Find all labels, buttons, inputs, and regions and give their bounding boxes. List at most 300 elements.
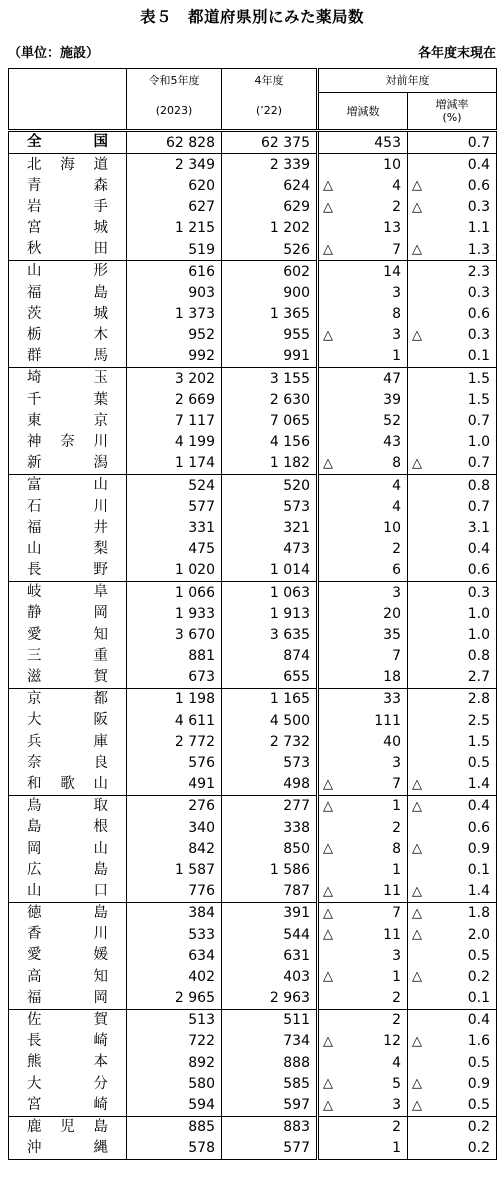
prefecture-name: 広島 — [9, 859, 127, 880]
count-r5: 276 — [127, 795, 222, 817]
table-row — [9, 881, 497, 903]
rate-negative-mark: △ — [408, 924, 422, 945]
diff-value: 3 — [392, 284, 401, 301]
prefecture-name: 群馬 — [9, 346, 127, 368]
rate-negative-mark — [408, 261, 422, 283]
count-r4: 577 — [222, 1138, 318, 1160]
count-r5: 578 — [127, 1138, 222, 1160]
count-r5: 513 — [127, 1009, 222, 1031]
diff-negative-mark: △ — [318, 838, 332, 859]
rate-negative-mark: △ — [408, 325, 422, 346]
rate-value: 0.4 — [422, 154, 497, 176]
count-r5: 62 828 — [127, 131, 222, 154]
count-r4: 573 — [222, 496, 318, 517]
count-r5: 842 — [127, 838, 222, 859]
table-row — [9, 475, 497, 497]
prefecture-name: 埼玉 — [9, 368, 127, 390]
count-r5: 634 — [127, 945, 222, 966]
rate-negative-mark — [408, 346, 422, 368]
diff-value: 14 — [332, 261, 408, 283]
count-r5: 627 — [127, 197, 222, 218]
diff-value: 5 — [392, 1075, 401, 1092]
rate-negative-mark — [408, 432, 422, 453]
rate-value: 2.8 — [422, 688, 497, 710]
count-r5: 580 — [127, 1073, 222, 1094]
count-r4: 900 — [222, 282, 318, 303]
count-r4: 2 339 — [222, 154, 318, 176]
table-row — [9, 838, 497, 859]
prefecture-name: 福島 — [9, 282, 127, 303]
rate-value: 1.5 — [422, 389, 497, 410]
count-r4: 498 — [222, 774, 318, 796]
rate-negative-mark — [408, 817, 422, 838]
table-row — [9, 667, 497, 689]
table-row — [9, 1138, 497, 1160]
diff-negative-mark — [318, 988, 332, 1010]
rate-value: 0.2 — [422, 966, 497, 987]
diff-value: 6 — [392, 562, 401, 579]
count-r4: 520 — [222, 475, 318, 497]
rate-value: 1.6 — [422, 1031, 497, 1052]
diff-negative-mark — [318, 131, 332, 154]
diff-negative-mark: △ — [318, 239, 332, 261]
diff-negative-mark — [318, 517, 332, 538]
count-r4: 573 — [222, 752, 318, 773]
diff-negative-mark — [318, 688, 332, 710]
table-body — [9, 131, 497, 1160]
table-row — [9, 453, 497, 475]
prefecture-name: 岐阜 — [9, 581, 127, 603]
count-r4: 62 375 — [222, 131, 318, 154]
rate-negative-mark: △ — [408, 774, 422, 796]
rate-value: 0.7 — [422, 496, 497, 517]
prefecture-name: 和歌山 — [9, 774, 127, 796]
diff-value: 7 — [332, 902, 408, 924]
count-r4: 655 — [222, 667, 318, 689]
count-r4: 883 — [222, 1116, 318, 1138]
diff-negative-mark — [318, 282, 332, 303]
diff-negative-mark — [318, 710, 332, 731]
diff-negative-mark: △ — [318, 1031, 332, 1052]
diff-value: 43 — [383, 434, 401, 451]
diff-negative-mark — [318, 154, 332, 176]
diff-value: 2 — [392, 541, 401, 558]
diff-negative-mark: △ — [318, 453, 332, 475]
count-r5: 881 — [127, 646, 222, 667]
count-r5: 331 — [127, 517, 222, 538]
count-r4: 338 — [222, 817, 318, 838]
count-r4: 1 202 — [222, 218, 318, 239]
prefecture-name: 長野 — [9, 560, 127, 582]
table-row — [9, 282, 497, 303]
rate-value: 3.1 — [422, 517, 497, 538]
rate-negative-mark — [408, 1052, 422, 1073]
table-row — [9, 154, 497, 176]
count-r5: 519 — [127, 239, 222, 261]
rate-negative-mark: △ — [408, 838, 422, 859]
count-r4: 277 — [222, 795, 318, 817]
table-row — [9, 1094, 497, 1116]
rate-value: 1.4 — [422, 774, 497, 796]
count-r5: 673 — [127, 667, 222, 689]
prefecture-name: 山梨 — [9, 539, 127, 560]
prefecture-name: 東京 — [9, 410, 127, 431]
table-row — [9, 218, 497, 239]
table-row — [9, 496, 497, 517]
diff-value: 8 — [392, 306, 401, 323]
prefecture-name: 山口 — [9, 881, 127, 903]
count-r4: 602 — [222, 261, 318, 283]
rate-value: 0.6 — [422, 175, 497, 196]
diff-negative-mark — [318, 346, 332, 368]
table-row — [9, 988, 497, 1010]
table-row — [9, 1031, 497, 1052]
diff-negative-mark — [318, 539, 332, 560]
count-r5: 384 — [127, 902, 222, 924]
diff-value: 7 — [392, 648, 401, 665]
table-row — [9, 539, 497, 560]
prefecture-name: 大阪 — [9, 710, 127, 731]
diff-value: 12 — [383, 1033, 401, 1050]
table-row — [9, 581, 497, 603]
table-row — [9, 560, 497, 582]
table-row — [9, 924, 497, 945]
prefecture-name: 長崎 — [9, 1031, 127, 1052]
diff-negative-mark — [318, 261, 332, 283]
count-r4: 391 — [222, 902, 318, 924]
diff-value: 40 — [383, 733, 401, 750]
prefecture-name: 新潟 — [9, 453, 127, 475]
table-row — [9, 432, 497, 453]
rate-negative-mark: △ — [408, 902, 422, 924]
count-r5: 577 — [127, 496, 222, 517]
rate-value: 0.5 — [422, 1052, 497, 1073]
count-r5: 594 — [127, 1094, 222, 1116]
prefecture-name: 三重 — [9, 646, 127, 667]
count-r4: 1 063 — [222, 581, 318, 603]
prefecture-name: 石川 — [9, 496, 127, 517]
diff-value: 1 — [332, 1138, 408, 1160]
table-row — [9, 517, 497, 538]
table-row — [9, 688, 497, 710]
diff-value: 4 — [392, 177, 401, 194]
table-row — [9, 410, 497, 431]
diff-value: 3 — [392, 947, 401, 964]
count-r5: 903 — [127, 282, 222, 303]
rate-negative-mark — [408, 475, 422, 497]
count-r5: 2 965 — [127, 988, 222, 1010]
header-r4: 4年度 — [222, 69, 318, 93]
prefecture-name: 山形 — [9, 261, 127, 283]
diff-value: 20 — [383, 605, 401, 622]
prefecture-name: 秋田 — [9, 239, 127, 261]
table-row — [9, 603, 497, 624]
diff-value: 52 — [383, 413, 401, 430]
rate-negative-mark — [408, 218, 422, 239]
count-r5: 533 — [127, 924, 222, 945]
header-rate — [408, 93, 497, 131]
diff-negative-mark: △ — [318, 1094, 332, 1116]
diff-value: 13 — [383, 220, 401, 237]
rate-value: 0.6 — [422, 817, 497, 838]
header-rate-label: 増減率 — [435, 98, 469, 111]
diff-value: 35 — [383, 626, 401, 643]
diff-value: 3 — [392, 1097, 401, 1114]
count-r5: 1 174 — [127, 453, 222, 475]
rate-negative-mark — [408, 131, 422, 154]
diff-negative-mark — [318, 817, 332, 838]
prefecture-name: 北海道 — [9, 154, 127, 176]
count-r5: 524 — [127, 475, 222, 497]
count-r5: 491 — [127, 774, 222, 796]
table-row — [9, 902, 497, 924]
rate-value: 0.8 — [422, 475, 497, 497]
diff-value: 18 — [383, 669, 401, 686]
rate-value: 2.7 — [422, 667, 497, 689]
count-r5: 1 933 — [127, 603, 222, 624]
rate-value: 1.0 — [422, 603, 497, 624]
diff-negative-mark: △ — [318, 197, 332, 218]
rate-negative-mark — [408, 282, 422, 303]
prefecture-name: 栃木 — [9, 325, 127, 346]
rate-value: 0.1 — [422, 859, 497, 880]
prefecture-name: 愛知 — [9, 624, 127, 645]
count-r4: 991 — [222, 346, 318, 368]
rate-value: 1.5 — [422, 368, 497, 390]
header-prefecture-cell — [9, 69, 127, 131]
rate-value: 1.8 — [422, 902, 497, 924]
rate-negative-mark — [408, 624, 422, 645]
prefecture-name: 全 国 — [9, 131, 127, 154]
rate-negative-mark — [408, 410, 422, 431]
table-title: 表５ 都道府県別にみた薬局数 — [139, 8, 364, 26]
diff-value: 11 — [383, 883, 401, 900]
rate-negative-mark — [408, 667, 422, 689]
diff-value: 111 — [374, 712, 401, 729]
diff-value: 47 — [332, 368, 408, 390]
rate-value: 0.6 — [422, 304, 497, 325]
count-r4: 2 630 — [222, 389, 318, 410]
table-row — [9, 325, 497, 346]
rate-value: 0.7 — [422, 453, 497, 475]
count-r5: 475 — [127, 539, 222, 560]
diff-value: 33 — [332, 688, 408, 710]
diff-negative-mark — [318, 646, 332, 667]
rate-value: 1.4 — [422, 881, 497, 903]
count-r5: 2 772 — [127, 731, 222, 752]
rate-value: 0.9 — [422, 838, 497, 859]
rate-negative-mark: △ — [408, 1094, 422, 1116]
prefecture-name: 大分 — [9, 1073, 127, 1094]
rate-value: 0.6 — [422, 560, 497, 582]
rate-negative-mark — [408, 517, 422, 538]
table-row — [9, 752, 497, 773]
diff-negative-mark: △ — [318, 325, 332, 346]
diff-negative-mark: △ — [318, 924, 332, 945]
count-r4: 526 — [222, 239, 318, 261]
diff-negative-mark — [318, 1138, 332, 1160]
count-r4: 1 014 — [222, 560, 318, 582]
rate-negative-mark: △ — [408, 453, 422, 475]
diff-negative-mark: △ — [318, 902, 332, 924]
rate-value: 0.3 — [422, 282, 497, 303]
rate-negative-mark — [408, 581, 422, 603]
diff-value: 2 — [332, 1009, 408, 1031]
rate-negative-mark: △ — [408, 1031, 422, 1052]
diff-value: 4 — [332, 475, 408, 497]
count-r5: 1 587 — [127, 859, 222, 880]
header-r4-year: (’22) — [222, 93, 318, 131]
prefecture-name: 島根 — [9, 817, 127, 838]
count-r4: 850 — [222, 838, 318, 859]
rate-value: 0.5 — [422, 1094, 497, 1116]
diff-negative-mark — [318, 945, 332, 966]
rate-negative-mark — [408, 539, 422, 560]
diff-value: 3 — [392, 755, 401, 772]
prefecture-name: 京都 — [9, 688, 127, 710]
table-row — [9, 1116, 497, 1138]
count-r5: 1 215 — [127, 218, 222, 239]
prefecture-name: 茨城 — [9, 304, 127, 325]
prefecture-name: 滋賀 — [9, 667, 127, 689]
count-r4: 2 963 — [222, 988, 318, 1010]
diff-negative-mark — [318, 410, 332, 431]
prefecture-name: 香川 — [9, 924, 127, 945]
rate-negative-mark — [408, 1116, 422, 1138]
table-row — [9, 646, 497, 667]
diff-negative-mark — [318, 432, 332, 453]
rate-value: 0.1 — [422, 988, 497, 1010]
count-r4: 734 — [222, 1031, 318, 1052]
rate-value: 2.3 — [422, 261, 497, 283]
rate-value: 1.5 — [422, 731, 497, 752]
count-r4: 4 156 — [222, 432, 318, 453]
rate-value: 0.1 — [422, 346, 497, 368]
prefecture-name: 鹿児島 — [9, 1116, 127, 1138]
pharmacy-count-table — [8, 68, 497, 1160]
prefecture-name: 岡山 — [9, 838, 127, 859]
diff-negative-mark: △ — [318, 795, 332, 817]
rate-negative-mark — [408, 988, 422, 1010]
table-row — [9, 710, 497, 731]
count-r4: 1 165 — [222, 688, 318, 710]
rate-value: 0.7 — [422, 131, 497, 154]
count-r4: 874 — [222, 646, 318, 667]
count-r4: 3 155 — [222, 368, 318, 390]
rate-negative-mark — [408, 496, 422, 517]
rate-value: 0.4 — [422, 1009, 497, 1031]
rate-value: 1.3 — [422, 239, 497, 261]
rate-negative-mark: △ — [408, 197, 422, 218]
table-row — [9, 817, 497, 838]
prefecture-name: 宮城 — [9, 218, 127, 239]
rate-negative-mark — [408, 1009, 422, 1031]
table-row — [9, 966, 497, 987]
rate-negative-mark — [408, 389, 422, 410]
diff-negative-mark: △ — [318, 774, 332, 796]
prefecture-name: 熊本 — [9, 1052, 127, 1073]
rate-value: 0.8 — [422, 646, 497, 667]
header-r5: 令和5年度 — [127, 69, 222, 93]
count-r5: 1 020 — [127, 560, 222, 582]
count-r4: 1 182 — [222, 453, 318, 475]
header-rate-unit: (%) — [442, 111, 462, 124]
diff-negative-mark: △ — [318, 1073, 332, 1094]
prefecture-name: 神奈川 — [9, 432, 127, 453]
diff-negative-mark — [318, 859, 332, 880]
count-r5: 1 198 — [127, 688, 222, 710]
rate-negative-mark — [408, 859, 422, 880]
prefecture-name: 千葉 — [9, 389, 127, 410]
rate-negative-mark: △ — [408, 239, 422, 261]
diff-value: 2 — [392, 199, 401, 216]
rate-negative-mark — [408, 710, 422, 731]
diff-value: 7 — [392, 241, 401, 258]
diff-negative-mark — [318, 304, 332, 325]
table-row — [9, 774, 497, 796]
count-r4: 631 — [222, 945, 318, 966]
prefecture-name: 愛媛 — [9, 945, 127, 966]
rate-negative-mark — [408, 603, 422, 624]
header-r5-year: (2023) — [127, 93, 222, 131]
rate-value: 0.4 — [422, 795, 497, 817]
table-row — [9, 175, 497, 196]
as-of-label: 各年度末現在 — [417, 46, 496, 61]
diff-negative-mark: △ — [318, 881, 332, 903]
rate-value: 1.0 — [422, 624, 497, 645]
rate-value: 0.5 — [422, 752, 497, 773]
diff-negative-mark — [318, 667, 332, 689]
prefecture-name: 岩手 — [9, 197, 127, 218]
prefecture-name: 沖縄 — [9, 1138, 127, 1160]
count-r5: 1 066 — [127, 581, 222, 603]
table-row — [9, 731, 497, 752]
diff-value: 453 — [332, 131, 408, 154]
count-r5: 3 202 — [127, 368, 222, 390]
table-row — [9, 389, 497, 410]
diff-value: 2 — [332, 1116, 408, 1138]
diff-value: 1 — [392, 861, 401, 878]
diff-negative-mark — [318, 389, 332, 410]
table-row — [9, 945, 497, 966]
count-r4: 544 — [222, 924, 318, 945]
prefecture-name: 奈良 — [9, 752, 127, 773]
rate-negative-mark — [408, 646, 422, 667]
diff-negative-mark: △ — [318, 966, 332, 987]
diff-value: 1 — [392, 968, 401, 985]
rate-value: 0.2 — [422, 1116, 497, 1138]
count-r4: 3 635 — [222, 624, 318, 645]
count-r5: 1 373 — [127, 304, 222, 325]
diff-negative-mark — [318, 368, 332, 390]
prefecture-name: 鳥取 — [9, 795, 127, 817]
rate-value: 0.7 — [422, 410, 497, 431]
diff-negative-mark — [318, 560, 332, 582]
prefecture-name: 福岡 — [9, 988, 127, 1010]
prefecture-name: 徳島 — [9, 902, 127, 924]
count-r5: 616 — [127, 261, 222, 283]
diff-negative-mark — [318, 752, 332, 773]
count-r5: 402 — [127, 966, 222, 987]
prefecture-name: 富山 — [9, 475, 127, 497]
count-r5: 620 — [127, 175, 222, 196]
table-row — [9, 1052, 497, 1073]
count-r4: 4 500 — [222, 710, 318, 731]
count-r4: 629 — [222, 197, 318, 218]
table-row — [9, 1073, 497, 1094]
prefecture-name: 福井 — [9, 517, 127, 538]
diff-negative-mark — [318, 475, 332, 497]
